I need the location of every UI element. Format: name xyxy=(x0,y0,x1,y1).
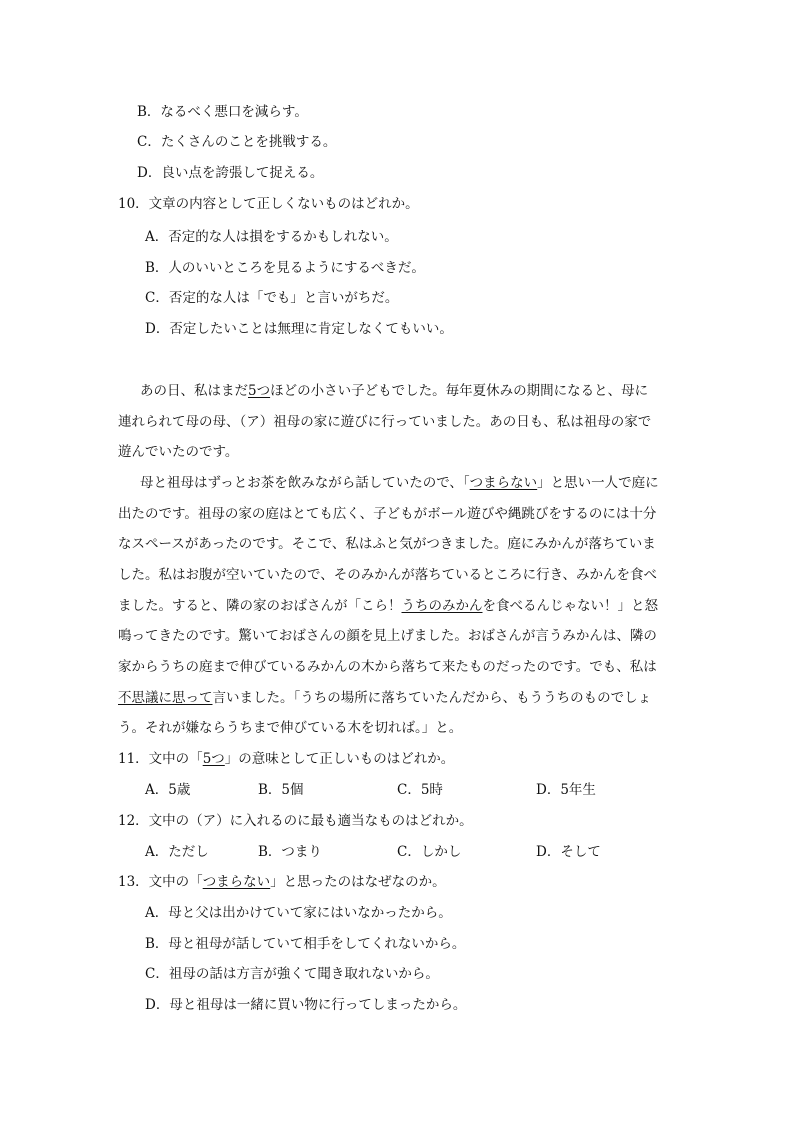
q13-option-a: A．母と父は出かけていて家にはいなかったから。 xyxy=(145,905,452,921)
q12-option-b: B．つまり xyxy=(258,844,322,860)
underlined-tsumaranai: つまらない xyxy=(469,475,538,491)
q12-option-a: A．ただし xyxy=(145,844,209,860)
q11-option-c: C．5時 xyxy=(397,782,443,798)
q11-option-d: D．5年生 xyxy=(536,782,596,798)
underlined-fushigi: 不思議に思って xyxy=(118,690,213,706)
q12-option-c: C．しかし xyxy=(397,844,462,860)
q9-option-b: B．なるべく悪口を減らす。 xyxy=(137,104,308,120)
underlined-uchi-no-mikan: うちのみかん xyxy=(401,598,483,614)
q10-option-d: D．否定したいことは無理に肯定しなくてもいい。 xyxy=(145,321,453,337)
q13-option-d: D．母と祖母は一緒に買い物に行ってしまったから。 xyxy=(145,997,467,1013)
q9-option-c: C．たくさんのことを挑戦する。 xyxy=(137,134,337,150)
q11-stem: 11．文中の「5つ」の意味として正しいものはどれか。 xyxy=(118,751,455,767)
passage-line-1: あの日、私はまだ5つほどの小さい子どもでした。毎年夏休みの期間になると、母に xyxy=(140,383,649,399)
passage-line-2: 連れられて母の母、（ア）祖母の家に遊びに行っていました。あの日も、私は祖母の家で xyxy=(118,414,652,430)
q12-option-d: D．そして xyxy=(536,844,601,860)
passage-line-3: 遊んでいたのです。 xyxy=(118,444,239,460)
passage-line-4: 母と祖母はずっとお茶を飲みながら話していたので、「つまらない」と思い一人で庭に xyxy=(140,475,659,491)
q9-option-d: D．良い点を誇張して捉える。 xyxy=(137,165,324,181)
q13-stem: 13．文中の「つまらない」と思ったのはなぜなのか。 xyxy=(118,874,446,890)
q10-stem: 10．文章の内容として正しくないものはどれか。 xyxy=(118,196,419,212)
passage-line-11: 不思議に思って言いました。「うちの場所に落ちていたんだから、もううちのものでしょ xyxy=(118,690,652,706)
passage-line-6: なスペースがあったのです。そこで、私はふと気がつきました。庭にみかんが落ちていま xyxy=(118,536,656,552)
q12-stem: 12．文中の（ア）に入れるのに最も適当なものはどれか。 xyxy=(118,813,473,829)
q13-option-c: C．祖母の話は方言が強くて聞き取れないから。 xyxy=(145,966,439,982)
q13-option-b: B．母と祖母が話していて相手をしてくれないから。 xyxy=(145,936,466,952)
q11-option-b: B．5個 xyxy=(258,782,304,798)
q10-option-a: A．否定的な人は損をするかもしれない。 xyxy=(145,229,398,245)
passage-line-12: う。それが嫌ならうちまで伸びている木を切れば。」と。 xyxy=(118,720,463,736)
passage-line-8: ました。すると、隣の家のおばさんが「こら！うちのみかんを食べるんじゃない！」と怒 xyxy=(118,598,658,614)
q10-option-b: B．人のいいところを見るようにするべきだ。 xyxy=(145,260,425,276)
q11-option-a: A．5歳 xyxy=(145,782,191,798)
passage-line-10: 家からうちの庭まで伸びているみかんの木から落ちて来たものだったのです。でも、私は xyxy=(118,659,657,675)
passage-line-9: 鳴ってきたのです。驚いておばさんの顔を見上げました。おばさんが言うみかんは、隣の xyxy=(118,628,657,644)
underlined-five: 5つ xyxy=(248,383,271,399)
passage-line-7: した。私はお腹が空いていたので、そのみかんが落ちているところに行き、みかんを食べ xyxy=(118,567,658,583)
passage-line-5: 出たのです。祖母の家の庭はとても広く、子どもがボール遊びや縄跳びをするのには十分 xyxy=(118,506,657,522)
q10-option-c: C．否定的な人は「でも」と言いがちだ。 xyxy=(145,290,399,306)
